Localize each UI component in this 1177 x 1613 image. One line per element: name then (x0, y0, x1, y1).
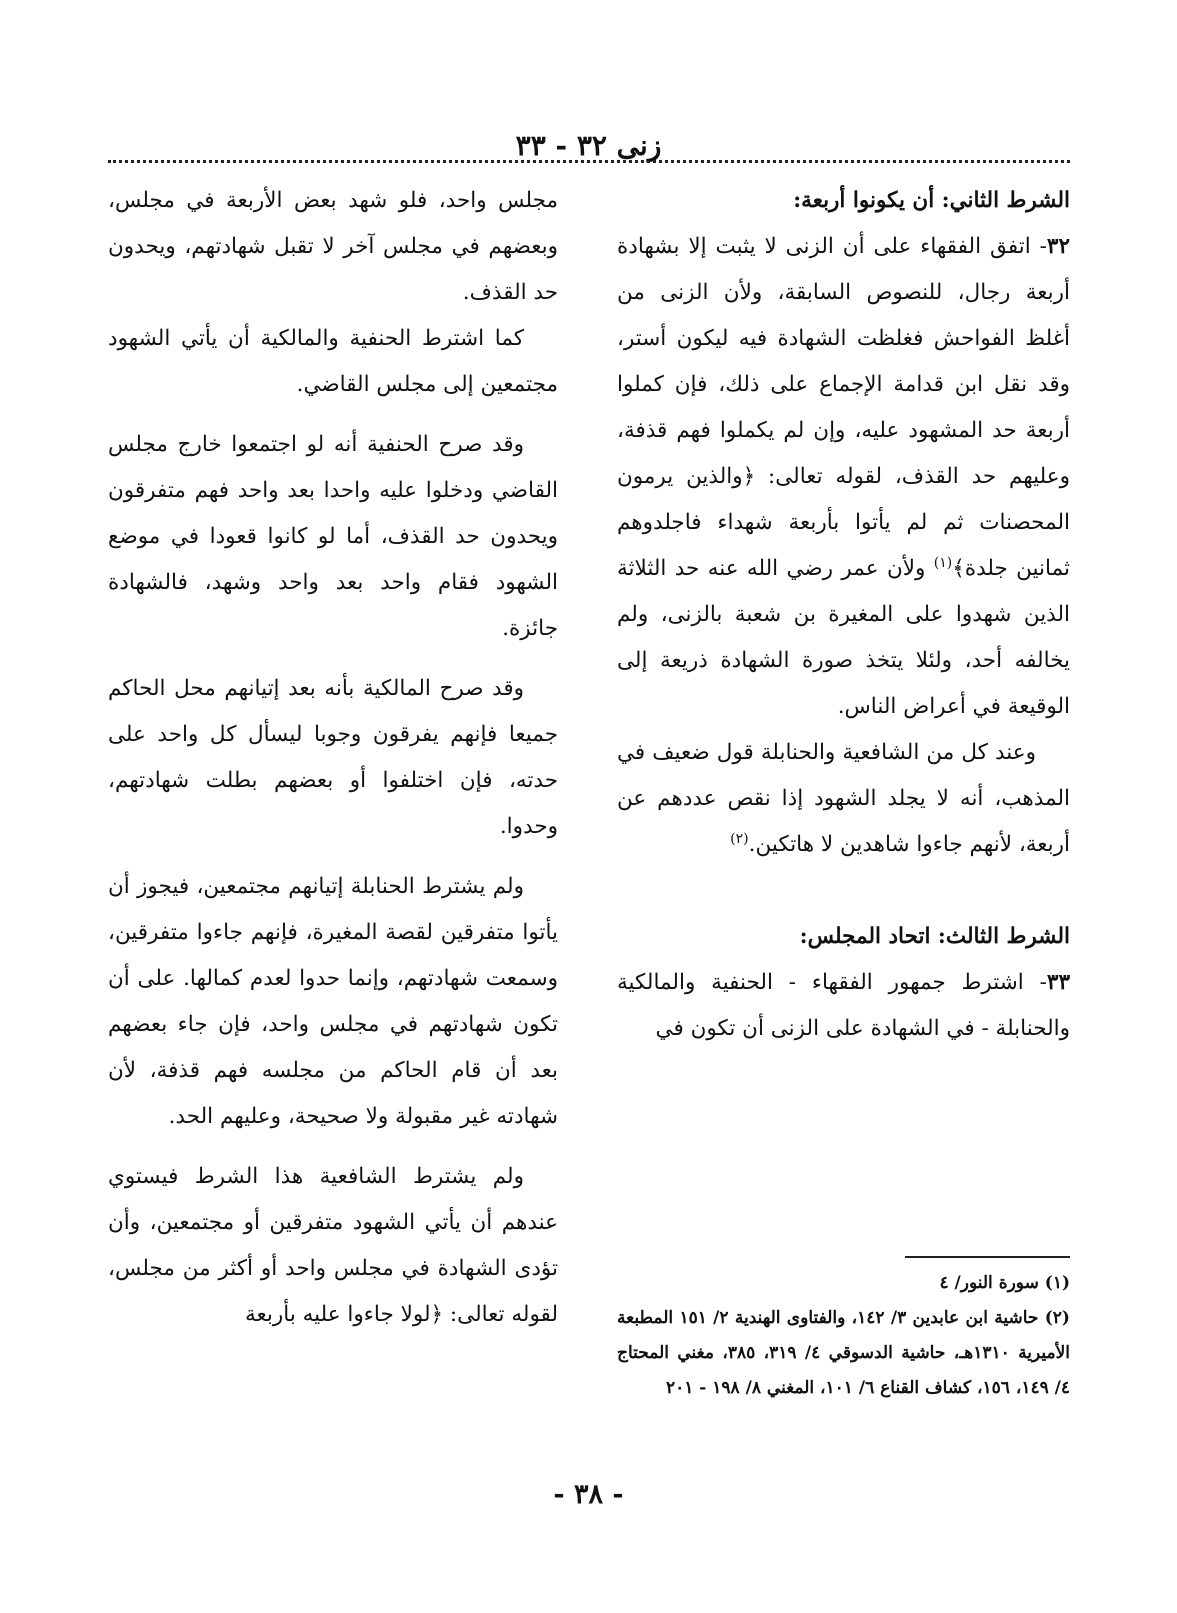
paragraph-left-4: وقد صرح المالكية بأنه بعد إتيانهم محل الحاكم جميعا فإنهم يفرقون وجوبا ليسأل كل واحد على حدته، فإن اختلفوا أو بعضهم بطلت شهادتهم، وحدوا. (108, 676, 558, 839)
footnote-2: (٢) حاشية ابن عابدين ٣/ ١٤٢، والفتاوى الهندية ٢/ ١٥١ المطبعة الأميرية ١٣١٠هـ، حاشية الدسوقي ٤/ ٣١٩، ٣٨٥، مغني المحتاج ٤/ ١٤٩، ١٥٦، كشاف القناع ٦/ ١٠١، المغني ٨/ ١٩٨ - ٢٠١ (617, 1308, 1070, 1398)
footnote-ref-1: (١) (933, 554, 953, 571)
footnote-separator (905, 1256, 1070, 1258)
page-number: - ٣٨ - (553, 1479, 624, 1510)
paragraph-left-1: مجلس واحد، فلو شهد بعض الأربعة في مجلس، وبعضهم في مجلس آخر لا تقبل شهادتهم، ويحدون حد القذف. (108, 188, 558, 305)
footnote-ref-2: (٢) (730, 830, 749, 847)
paragraph-number-32: ٣٢ (1046, 234, 1070, 259)
paragraph-33-text: - اشترط جمهور الفقهاء - الحنفية والمالكية والحنابلة - في الشهادة على الزنى أن تكون في (617, 970, 1070, 1041)
running-header: زنى ٣٢ - ٣٣ (515, 129, 662, 162)
paragraph-33 (617, 960, 1070, 1052)
section-heading-second-condition: الشرط الثاني: أن يكونوا أربعة: (793, 188, 1070, 213)
right-column (617, 178, 1070, 1052)
left-column (108, 178, 558, 1338)
footnote-1: (١) سورة النور/ ٤ (939, 1273, 1070, 1293)
paragraph-left-6: ولم يشترط الشافعية هذا الشرط فيستوي عندهم أن يأتي الشهود متفرقين أو مجتمعين، وأن تؤدى الشهادة في مجلس واحد أو أكثر من مجلس، لقوله تعالى: ﴿لولا جاءوا عليه بأربعة (108, 1164, 558, 1327)
header-dotted-rule (108, 160, 1070, 163)
paragraph-32-continuation: ولأن عمر رضي الله عنه حد الثلاثة الذين شهدوا على المغيرة بن شعبة بالزنى، ولم يخالفه أحد، ولئلا يتخذ صورة الشهادة ذريعة إلى الوقيعة في أعراض الناس. (617, 556, 1070, 719)
footnotes (617, 1266, 1070, 1406)
paragraph-left-5: ولم يشترط الحنابلة إتيانهم مجتمعين، فيجوز أن يأتوا متفرقين لقصة المغيرة، فإنهم جاءوا متفرقين، وسمعت شهادتهم، وإنما حدوا لعدم كمالها. على أن تكون شهادتهم في مجلس واحد، فإن جاء بعضهم بعد أن قام الحاكم من مجلسه فهم قذفة، لأن شهادته غير مقبولة ولا صحيحة، وعليهم الحد. (108, 874, 558, 1129)
paragraph-number-33: ٣٣ (1046, 970, 1070, 995)
section-heading-third-condition: الشرط الثالث: اتحاد المجلس: (799, 924, 1070, 949)
paragraph-weak-opinion-text: وعند كل من الشافعية والحنابلة قول ضعيف في المذهب، أنه لا يجلد الشهود إذا نقص عددهم عن أربعة، لأنهم جاءوا شاهدين لا هاتكين. (617, 740, 1070, 857)
paragraph-weak-opinion (617, 730, 1070, 868)
paragraph-32-text: - اتفق الفقهاء على أن الزنى لا يثبت إلا بشهادة أربعة رجال، للنصوص السابقة، ولأن الزنى من أغلظ الفواحش فغلظت الشهادة فيه ليكون أستر، وقد نقل ابن قدامة الإجماع على ذلك، فإن كملوا أربعة حد المشهود عليه، وإن لم يكملوا فهم قذفة، وعليهم حد القذف، لقوله تعالى: ﴿والذين يرمون المحصنات ثم لم يأتوا بأربعة شهداء فاجلدوهم ثمانين جلدة﴾ (617, 234, 1070, 581)
paragraph-left-3: وقد صرح الحنفية أنه لو اجتمعوا خارج مجلس القاضي ودخلوا عليه واحدا بعد واحد فهم متفرقون ويحدون حد القذف، أما لو كانوا قعودا في موضع الشهود فقام واحد بعد واحد وشهد، فالشهادة جائزة. (108, 432, 558, 641)
paragraph-32 (617, 224, 1070, 730)
paragraph-left-2: كما اشترط الحنفية والمالكية أن يأتي الشهود مجتمعين إلى مجلس القاضي. (108, 326, 558, 397)
